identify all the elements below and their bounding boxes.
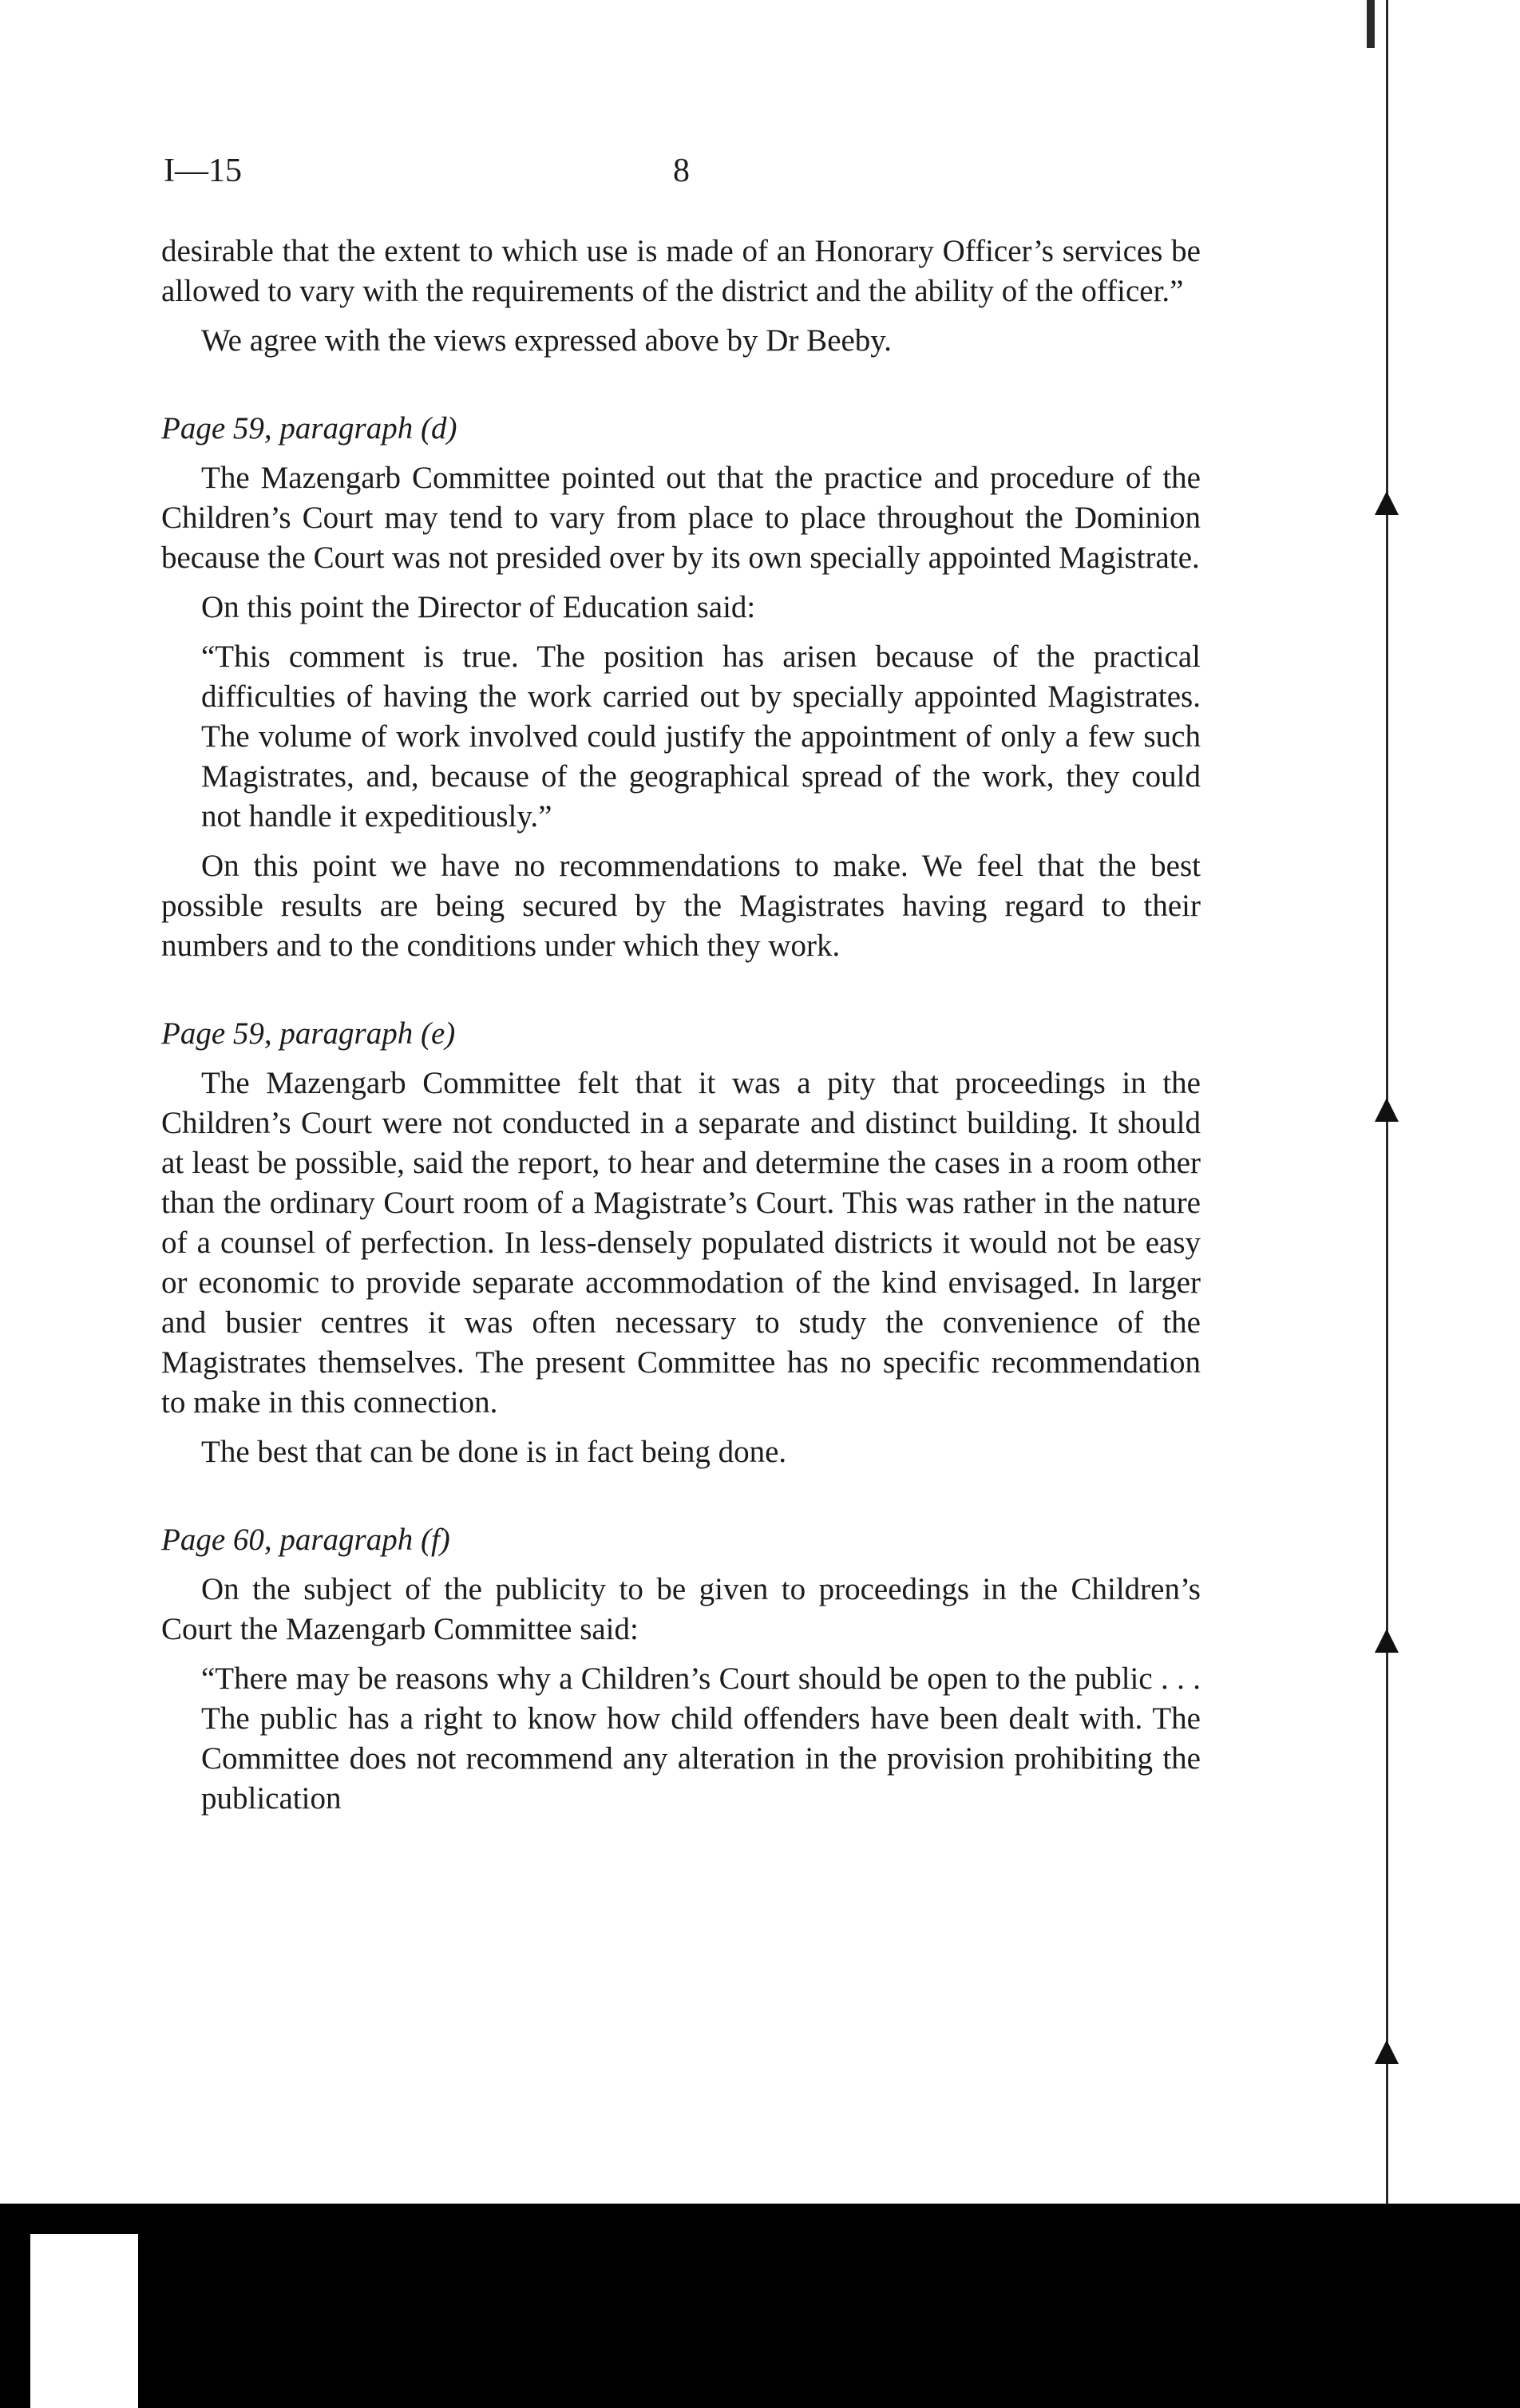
body-text <box>161 232 1201 1819</box>
paragraph: On this point the Director of Education said: <box>201 590 756 624</box>
margin-marker <box>1375 1098 1399 1122</box>
paragraph: The best that can be done is in fact being done. <box>201 1435 787 1469</box>
scan-border-patch <box>30 2234 138 2408</box>
paragraph-continuation: desirable that the extent to which use is made of an Honorary Officer’s services be allowed to vary with the requirements of the district and the ability of the officer.” <box>161 234 1201 308</box>
margin-marker <box>1375 1629 1399 1653</box>
paragraph: The Mazengarb Committee felt that it was a pity that proceedings in the Children’s Court were not conducted in a separate and distinct building. It should at least be possible, said the report, to hear and determine the cases in a room other than the ordinary Court room of a Magistrate’s Court. This was rather in the nature of a counsel of perfection. In less-densely populated districts it would not be easy or economic to provide separate accommodation of the kind envisaged. In larger and busier centres it was often necessary to study the convenience of the Magistrates themselves. The present Committee has no specific recommendation to make in this connection. <box>161 1066 1201 1420</box>
paragraph: On this point we have no recommendations to make. We feel that the best possible results are being secured by the Magistrates having regard to their numbers and to the conditions under which they work. <box>161 849 1201 963</box>
page-number: 8 <box>673 152 690 189</box>
margin-marker <box>1375 491 1399 515</box>
paragraph-agreement: We agree with the views expressed above by Dr Beeby. <box>201 323 893 358</box>
paragraph: On the subject of the publicity to be given to proceedings in the Children’s Court the Mazengarb Committee said: <box>161 1572 1201 1646</box>
page-header <box>164 152 1201 200</box>
document-code: I—15 <box>164 152 242 189</box>
section-heading-d: Page 59, paragraph (d) <box>161 411 457 446</box>
quotation: “This comment is true. The position has arisen because of the practical difficulties of having the work carried out by specially appointed Magistrates. The volume of work involved could justify the appointment of only a few such Magistrates, and, because of the geographical spread of the work, they could not handle it expeditiously.” <box>201 640 1201 834</box>
section-heading-e: Page 59, paragraph (e) <box>161 1016 456 1051</box>
scan-border <box>0 2204 1520 2408</box>
margin-marker <box>1375 2040 1399 2064</box>
paragraph: The Mazengarb Committee pointed out that the practice and procedure of the Children’s Court may tend to vary from place to place throughout the Dominion because the Court was not presided over by its own specially appointed Magistrate. <box>161 461 1201 575</box>
quotation: “There may be reasons why a Children’s Court should be open to the public . . . The public has a right to know how child offenders have been dealt with. The Committee does not recommend any alteration in the provision prohibiting the publication <box>201 1661 1201 1816</box>
scan-edge-mark <box>1367 0 1375 48</box>
section-heading-f: Page 60, paragraph (f) <box>161 1523 450 1557</box>
